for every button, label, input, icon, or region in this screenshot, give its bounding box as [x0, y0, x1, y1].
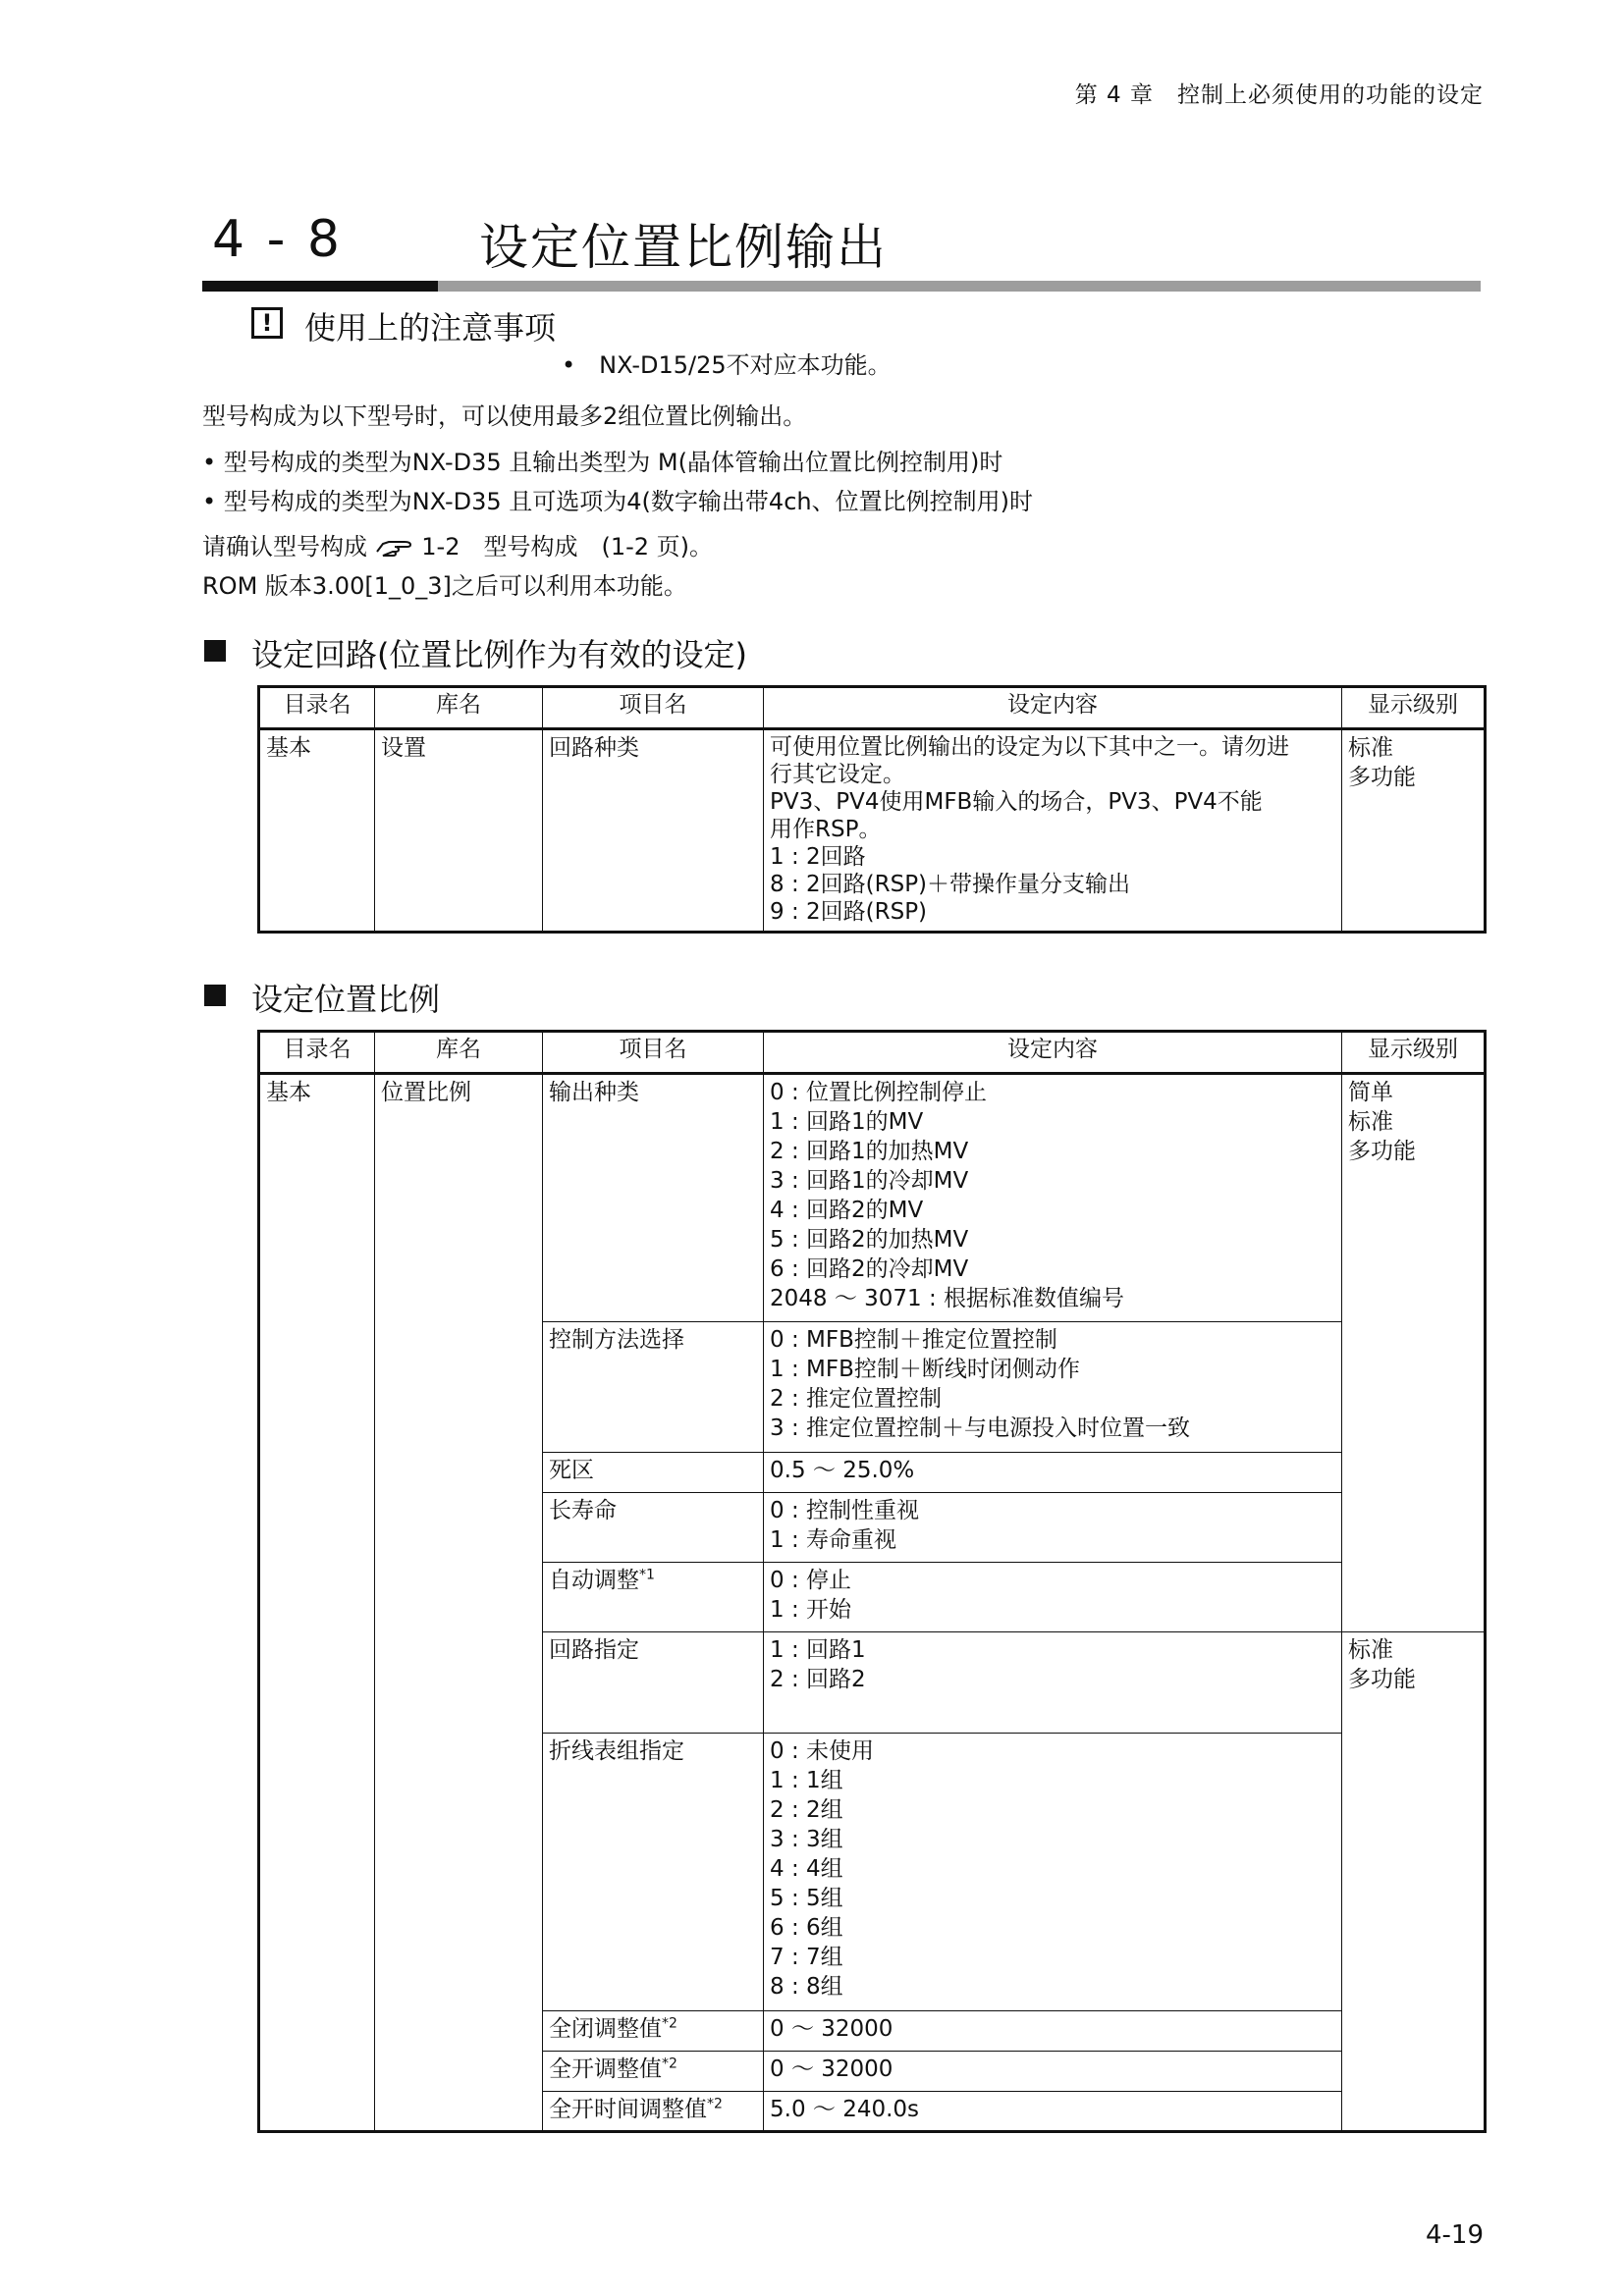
col-header-content: 设定内容 — [764, 1032, 1342, 1074]
position-proportional-table — [257, 1030, 1487, 2133]
cell-item — [543, 1563, 764, 1632]
cell-item — [543, 2092, 764, 2132]
subsection-heading: 设定回路(位置比例作为有效的设定) — [251, 636, 747, 673]
cell-content — [764, 1563, 1342, 1632]
content-line: 8 : 2回路(RSP)＋带操作量分支输出 — [770, 872, 1131, 897]
title-rule-dark — [202, 281, 438, 292]
square-bullet-icon — [204, 985, 226, 1006]
footnote-marker: *1 — [639, 1567, 655, 1583]
cell-item: 折线表组指定 — [543, 1734, 764, 2011]
level-line: 标准 — [1348, 1637, 1393, 1663]
cell-bank: 设置 — [375, 729, 543, 933]
content-line: 8 : 8组 — [770, 1974, 843, 2000]
col-header-bank: 库名 — [375, 1032, 543, 1074]
caution-title: 使用上的注意事项 — [304, 309, 557, 347]
cell-item: 输出种类 — [543, 1074, 764, 1322]
content-line: 5 : 5组 — [770, 1886, 843, 1911]
cell-catalog: 基本 — [259, 729, 375, 933]
level-line: 多功能 — [1348, 1139, 1416, 1164]
caution-item: • NX-D15/25不对应本功能。 — [562, 351, 892, 379]
item-label: 自动调整 — [549, 1568, 639, 1593]
content-line: 3 : 回路1的冷却MV — [770, 1168, 969, 1194]
col-header-catalog: 目录名 — [259, 1032, 375, 1074]
content-line: 3 : 推定位置控制＋与电源投入时位置一致 — [770, 1415, 1191, 1441]
title-rule-gray — [438, 281, 1481, 292]
subsection-heading: 设定位置比例 — [251, 981, 441, 1018]
cell-content — [764, 1734, 1342, 2011]
col-header-catalog: 目录名 — [259, 687, 375, 729]
footnote-marker: *2 — [707, 2096, 723, 2112]
cell-content — [764, 1074, 1342, 1322]
section-title: 设定位置比例输出 — [479, 219, 888, 276]
level-line: 简单 — [1348, 1080, 1393, 1105]
content-line: 0 : 位置比例控制停止 — [770, 1080, 988, 1105]
content-line: 1 : 回路1 — [770, 1637, 866, 1663]
content-line: 1 : 1组 — [770, 1768, 843, 1793]
footnote-marker: *2 — [662, 2056, 677, 2072]
level-line: 标准 — [1348, 1109, 1393, 1135]
content-line: 5 : 回路2的加热MV — [770, 1227, 969, 1253]
cell-level — [1342, 1074, 1486, 1632]
cell-level — [1342, 1632, 1486, 2132]
content-line: 4 : 4组 — [770, 1856, 843, 1882]
content-line: 2 : 回路1的加热MV — [770, 1139, 969, 1164]
level-line: 多功能 — [1348, 765, 1416, 790]
cell-content — [764, 2092, 1342, 2132]
intro-bullet: • 型号构成的类型为NX-D35 且输出类型为 M(晶体管输出位置比例控制用)时 — [202, 449, 1003, 476]
content-line: PV3、PV4使用MFB输入的场合，PV3、PV4不能 — [770, 789, 1263, 815]
content-line: 2 : 回路2 — [770, 1667, 866, 1692]
page-number: 4-19 — [1425, 2220, 1484, 2250]
cell-item: 控制方法选择 — [543, 1322, 764, 1453]
content-line: 2 : 推定位置控制 — [770, 1386, 943, 1412]
level-line: 多功能 — [1348, 1667, 1416, 1692]
section-number: 4 - 8 — [212, 210, 343, 269]
content-line: 1 : 开始 — [770, 1597, 852, 1623]
cell-item — [543, 2052, 764, 2092]
col-header-bank: 库名 — [375, 687, 543, 729]
rom-version-line: ROM 版本3.00[1_0_3]之后可以利用本功能。 — [202, 572, 687, 600]
cell-content — [764, 729, 1342, 933]
footnote-marker: *2 — [662, 2015, 677, 2032]
table-row — [259, 729, 1486, 933]
item-label: 全开时间调整值 — [549, 2097, 707, 2122]
caution-icon: ! — [251, 307, 283, 339]
cell-content — [764, 1493, 1342, 1563]
cell-catalog: 基本 — [259, 1074, 375, 2132]
loop-setting-table — [257, 685, 1487, 934]
content-line: 7 : 7组 — [770, 1945, 843, 1970]
intro-bullet: • 型号构成的类型为NX-D35 且可选项为4(数字输出带4ch、位置比例控制用)时 — [202, 488, 1033, 515]
cell-content — [764, 1632, 1342, 1734]
col-header-level: 显示级别 — [1342, 1032, 1486, 1074]
content-line: 6 : 回路2的冷却MV — [770, 1256, 969, 1282]
item-label: 全开调整值 — [549, 2056, 662, 2082]
pointing-hand-icon — [375, 532, 414, 563]
content-line: 0 : MFB控制＋推定位置控制 — [770, 1327, 1057, 1353]
content-line: 0 ～ 32000 — [770, 2056, 893, 2082]
col-header-item: 项目名 — [543, 687, 764, 729]
content-line: 0.5 ～ 25.0% — [770, 1458, 915, 1483]
content-line: 用作RSP。 — [770, 817, 882, 842]
table-row — [259, 1074, 1486, 1322]
content-line: 0 ～ 32000 — [770, 2016, 893, 2042]
col-header-content: 设定内容 — [764, 687, 1342, 729]
cell-item — [543, 2011, 764, 2052]
content-line: 2048 ～ 3071 : 根据标准数值编号 — [770, 1286, 1125, 1311]
content-line: 3 : 3组 — [770, 1827, 843, 1852]
reference-prefix: 请确认型号构成 — [202, 533, 367, 561]
content-line: 1 : 回路1的MV — [770, 1109, 924, 1135]
reference-line — [202, 527, 713, 563]
item-label: 全闭调整值 — [549, 2016, 662, 2042]
cell-bank: 位置比例 — [375, 1074, 543, 2132]
cell-content — [764, 1453, 1342, 1493]
cell-content — [764, 2052, 1342, 2092]
cell-content — [764, 1322, 1342, 1453]
col-header-item: 项目名 — [543, 1032, 764, 1074]
level-line: 标准 — [1348, 735, 1393, 761]
chapter-header: 第 4 章 控制上必须使用的功能的设定 — [1074, 82, 1484, 108]
content-line: 4 : 回路2的MV — [770, 1198, 924, 1223]
content-line: 1 : 寿命重视 — [770, 1527, 897, 1553]
col-header-level: 显示级别 — [1342, 687, 1486, 729]
content-line: 2 : 2组 — [770, 1797, 843, 1823]
content-line: 5.0 ～ 240.0s — [770, 2097, 920, 2122]
content-line: 0 : 控制性重视 — [770, 1498, 920, 1523]
content-line: 0 : 停止 — [770, 1568, 852, 1593]
content-line: 0 : 未使用 — [770, 1738, 875, 1764]
square-bullet-icon — [204, 640, 226, 662]
content-line: 6 : 6组 — [770, 1915, 843, 1941]
content-line: 9 : 2回路(RSP) — [770, 899, 928, 925]
reference-link[interactable]: 1-2 型号构成 (1-2 页)。 — [421, 533, 714, 561]
cell-item: 长寿命 — [543, 1493, 764, 1563]
content-line: 1 : 2回路 — [770, 844, 866, 870]
cell-item: 回路指定 — [543, 1632, 764, 1734]
content-line: 1 : MFB控制＋断线时闭侧动作 — [770, 1357, 1080, 1382]
intro-line: 型号构成为以下型号时，可以使用最多2组位置比例输出。 — [202, 402, 807, 430]
cell-item: 回路种类 — [543, 729, 764, 933]
content-line: 行其它设定。 — [770, 762, 905, 787]
cell-level — [1342, 729, 1486, 933]
cell-item: 死区 — [543, 1453, 764, 1493]
cell-content — [764, 2011, 1342, 2052]
content-line: 可使用位置比例输出的设定为以下其中之一。请勿进 — [770, 734, 1289, 760]
